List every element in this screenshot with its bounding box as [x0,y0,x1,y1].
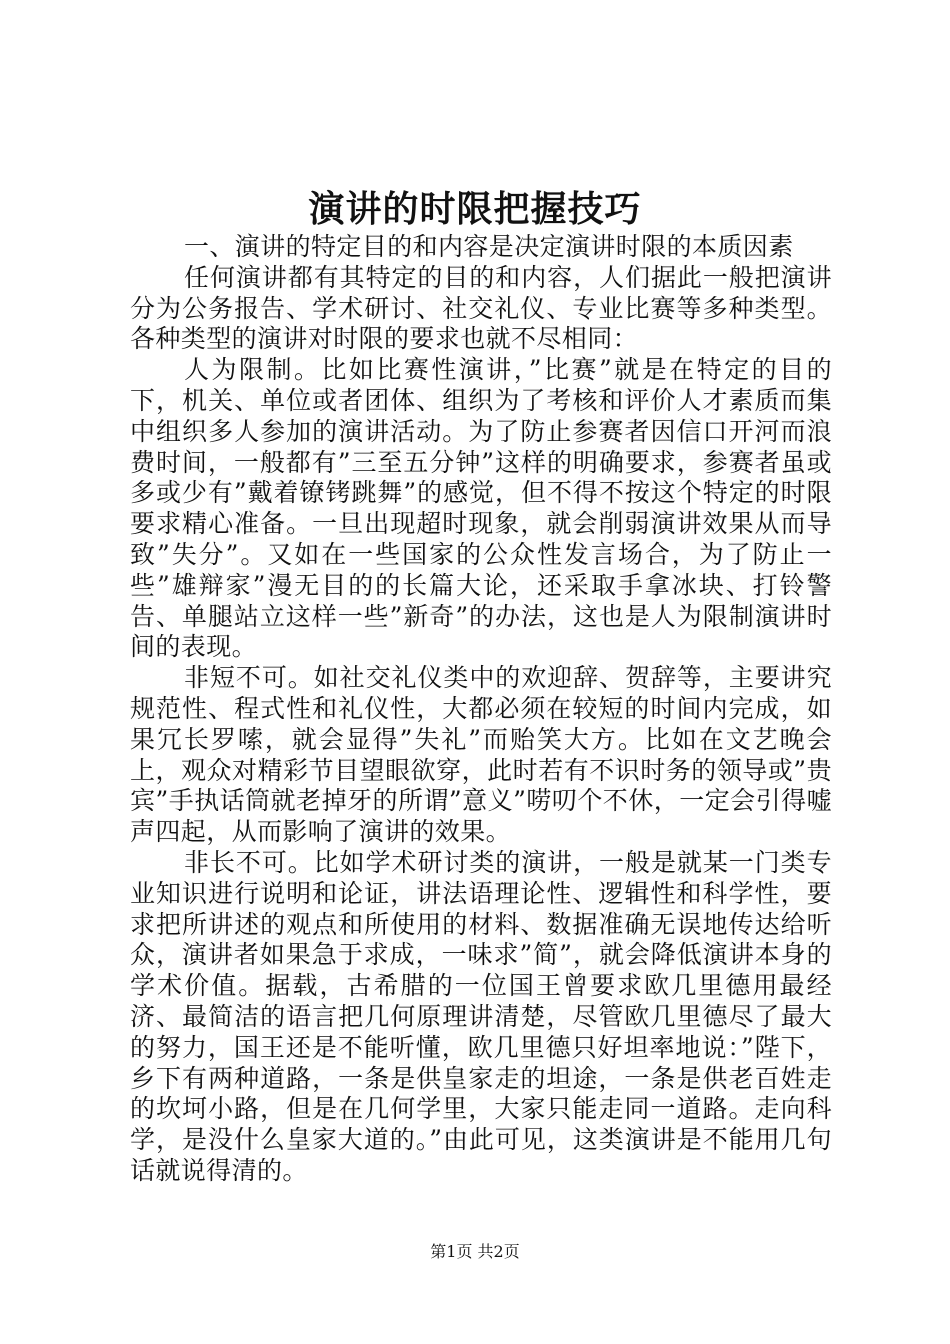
section-heading: 一、演讲的特定目的和内容是决定演讲时限的本质因素 [184,232,794,261]
document-body [130,232,832,1187]
paragraph-intro: 任何演讲都有其特定的目的和内容，人们据此一般把演讲分为公务报告、学术研讨、社交礼仪、专业比赛等多种类型。各种类型的演讲对时限的要求也就不尽相同： [130,262,832,354]
paragraph-artificial-limit: 人为限制。比如比赛性演讲，”比赛”就是在特定的目的下，机关、单位或者团体、组织为了考核和评价人才素质而集中组织多人参加的演讲活动。为了防止参赛者因信口开河而浪费时间，一般都有”三至五分钟”这样的明确要求，参赛者虽或多或少有”戴着镣铐跳舞”的感觉，但不得不按这个特定的时限要求精心准备。一旦出现超时现象，就会削弱演讲效果从而导致”失分”。又如在一些国家的公众性发言场合，为了防止一些”雄辩家”漫无目的的长篇大论，还采取手拿冰块、打铃警告、单腿站立这样一些”新奇”的办法，这也是人为限制演讲时间的表现。 [130,355,832,662]
document-title: 演讲的时限把握技巧 [308,188,642,230]
page-number-footer: 第1页 共2页 [430,1242,520,1261]
paragraph-must-be-long: 非长不可。比如学术研讨类的演讲，一般是就某一门类专业知识进行说明和论证，讲法语理论性、逻辑性和科学性，要求把所讲述的观点和所使用的材料、数据准确无误地传达给听众，演讲者如果急于求成，一味求”简”，就会降低演讲本身的学术价值。据载，古希腊的一位国王曾要求欧几里德用最经济、最简洁的语言把几何原理讲清楚，尽管欧几里德尽了最大的努力，国王还是不能听懂，欧几里德只好坦率地说：”陛下，乡下有两种道路，一条是供皇家走的坦途，一条是供老百姓走的坎坷小路，但是在几何学里，大家只能走同一道路。走向科学，是没什么皇家大道的。”由此可见，这类演讲是不能用几句话就说得清的。 [130,847,832,1185]
paragraph-must-be-short: 非短不可。如社交礼仪类中的欢迎辞、贺辞等，主要讲究规范性、程式性和礼仪性，大都必须在较短的时间内完成，如果冗长罗嗦，就会显得”失礼”而贻笑大方。比如在文艺晚会上，观众对精彩节目望眼欲穿，此时若有不识时务的领导或”贵宾”手执话筒就老掉牙的所谓”意义”唠叨个不休，一定会引得嘘声四起，从而影响了演讲的效果。 [130,663,832,847]
